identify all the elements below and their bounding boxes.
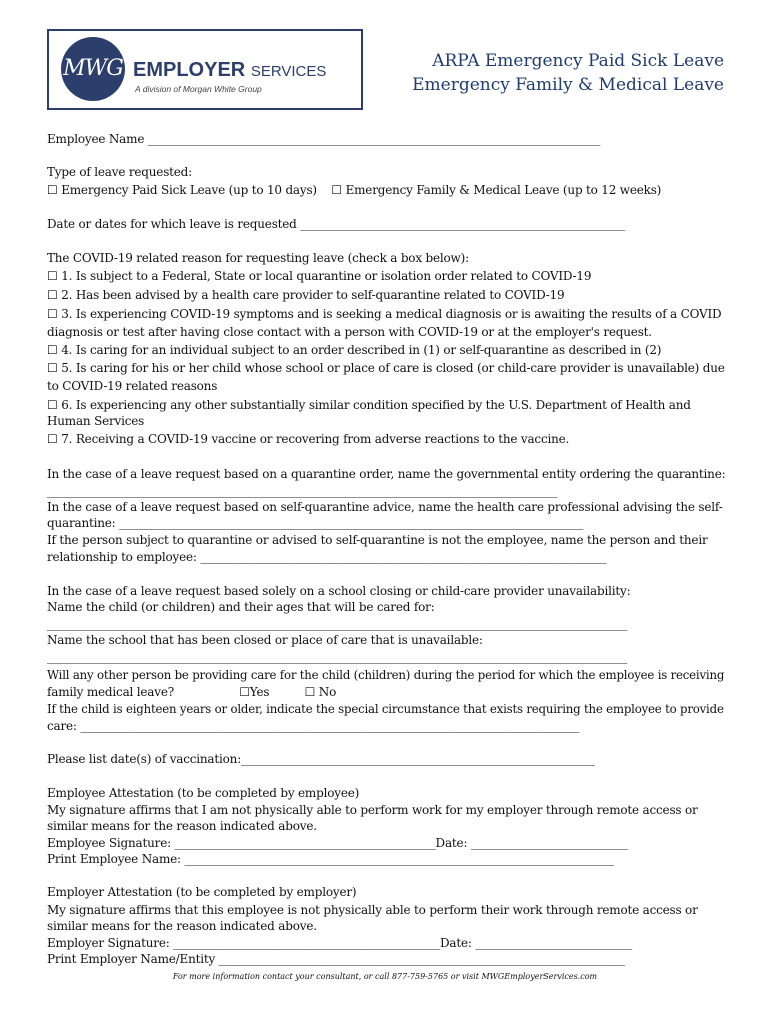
employee-print-name-field[interactable]: Print Employee Name: __________________________________________________________________________: [47, 852, 614, 866]
leave-type-label: Type of leave requested:: [47, 165, 193, 179]
reason-6-continued: Human Services: [47, 414, 145, 428]
employer-attestation-text-2: similar means for the reason indicated above.: [47, 919, 317, 933]
option-family-medical-leave: Emergency Family & Medical Leave (up to 12 weeks): [345, 183, 662, 197]
leave-type-options: [47, 182, 661, 198]
child-name-label: Name the child (or children) and their ages that will be cared for:: [47, 600, 435, 614]
self-quarantine-field[interactable]: quarantine: ________________________________________________________________________________: [47, 516, 584, 530]
employee-attestation-text-2: similar means for the reason indicated above.: [47, 819, 317, 833]
other-person-label: Will any other person be providing care for the child (children) during the period for which the employee is receiving: [47, 668, 725, 682]
document-title: [412, 49, 724, 97]
title-line-2: Emergency Family & Medical Leave: [412, 75, 724, 95]
checkbox-family-medical-leave[interactable]: ☐: [331, 183, 342, 197]
not-employee-label: If the person subject to quarantine or advised to self-quarantine is not the employee, name the person and their: [47, 533, 708, 547]
child-name-field[interactable]: ____________________________________________________________________________________________________: [47, 617, 628, 631]
yes-label: Yes: [249, 685, 270, 699]
reason-label: The COVID-19 related reason for requesting leave (check a box below):: [47, 251, 469, 265]
reason-3-continued: diagnosis or test after having close contact with a person with COVID-19 or at the employer's request.: [47, 325, 652, 339]
reason-5: ☐ 5. Is caring for his or her child whose school or place of care is closed (or child-care provider is unavailable) due: [47, 361, 725, 375]
reason-4: ☐ 4. Is caring for an individual subject to an order described in (1) or self-quarantine as described in (2): [47, 343, 662, 357]
school-closed-label: Name the school that has been closed or place of care that is unavailable:: [47, 633, 483, 647]
checkbox-reason-3[interactable]: ☐: [47, 307, 58, 321]
self-quarantine-label: In the case of a leave request based on self-quarantine advice, name the health care professional advising the self-: [47, 500, 723, 514]
employee-attestation-title: Employee Attestation (to be completed by employee): [47, 786, 360, 800]
employer-attestation-text: My signature affirms that this employee is not physically able to perform their work through remote access or: [47, 903, 698, 917]
no-label: No: [318, 685, 337, 699]
checkbox-reason-5[interactable]: ☐: [47, 361, 58, 375]
checkbox-no[interactable]: ☐: [304, 685, 316, 699]
special-circumstance-field[interactable]: care: ______________________________________________________________________________________: [47, 719, 580, 733]
footer-contact: For more information contact your consultant, or call 877-759-5765 or visit MWGEmployerServices.com: [172, 972, 598, 981]
relationship-field[interactable]: relationship to employee: ______________________________________________________________________: [47, 550, 607, 564]
logo-tagline: A division of Morgan White Group: [135, 84, 262, 94]
eighteen-label: If the child is eighteen years or older, indicate the special circumstance that exists requiring the employee to provide: [47, 702, 724, 716]
checkbox-reason-2[interactable]: ☐: [47, 288, 58, 302]
reason-1: ☐ 1. Is subject to a Federal, State or local quarantine or isolation order related to COVID-19: [47, 269, 592, 283]
title-line-1: ARPA Emergency Paid Sick Leave: [432, 51, 724, 71]
employer-print-name-field[interactable]: Print Employer Name/Entity ______________________________________________________________________: [47, 952, 625, 966]
reason-2: ☐ 2. Has been advised by a health care provider to self-quarantine related to COVID-19: [47, 288, 565, 302]
checkbox-reason-6[interactable]: ☐: [47, 398, 58, 412]
quarantine-order-label: In the case of a leave request based on a quarantine order, name the governmental entity ordering the quarantine:: [47, 467, 726, 481]
reason-5-continued: to COVID-19 related reasons: [47, 379, 218, 393]
school-closed-field[interactable]: ____________________________________________________________________________________________________: [47, 650, 628, 664]
reason-6: ☐ 6. Is experiencing any other substantially similar condition specified by the U.S. Department of Health and: [47, 398, 691, 412]
checkbox-reason-4[interactable]: ☐: [47, 343, 58, 357]
school-closing-label: In the case of a leave request based solely on a school closing or child-care provider unavailability:: [47, 584, 631, 598]
checkbox-yes[interactable]: ☐: [239, 685, 250, 699]
employer-signature-field[interactable]: Employer Signature: ______________________________________________Date: ___________________________: [47, 936, 632, 950]
logo-mark: MWG: [61, 37, 125, 101]
checkbox-reason-1[interactable]: ☐: [47, 269, 58, 283]
company-logo: [47, 29, 363, 110]
reason-3: ☐ 3. Is experiencing COVID-19 symptoms and is seeking a medical diagnosis or is awaiting the results of a COVID: [47, 307, 722, 321]
reason-7: ☐ 7. Receiving a COVID-19 vaccine or recovering from adverse reactions to the vaccine.: [47, 432, 570, 446]
employee-signature-field[interactable]: Employee Signature: _____________________________________________Date: ___________________________: [47, 836, 628, 850]
vaccination-dates-field[interactable]: Please list date(s) of vaccination:_____________________________________________________________: [47, 752, 595, 766]
quarantine-order-field[interactable]: ________________________________________________________________________________________: [47, 484, 558, 498]
employer-attestation-title: Employer Attestation (to be completed by employer): [47, 885, 357, 899]
employee-attestation-text: My signature affirms that I am not physically able to perform work for my employer through remote access or: [47, 803, 698, 817]
option-paid-sick-leave: Emergency Paid Sick Leave (up to 10 days): [61, 183, 317, 197]
logo-brand: EMPLOYER SERVICES: [133, 59, 327, 81]
employee-name-field[interactable]: Employee Name ______________________________________________________________________________: [47, 132, 601, 146]
leave-dates-field[interactable]: Date or dates for which leave is requested ________________________________________________________: [47, 217, 626, 231]
other-person-question: family medical leave? ☐Yes ☐ No: [47, 685, 337, 699]
checkbox-paid-sick-leave[interactable]: ☐: [47, 183, 58, 197]
checkbox-reason-7[interactable]: ☐: [47, 432, 58, 446]
